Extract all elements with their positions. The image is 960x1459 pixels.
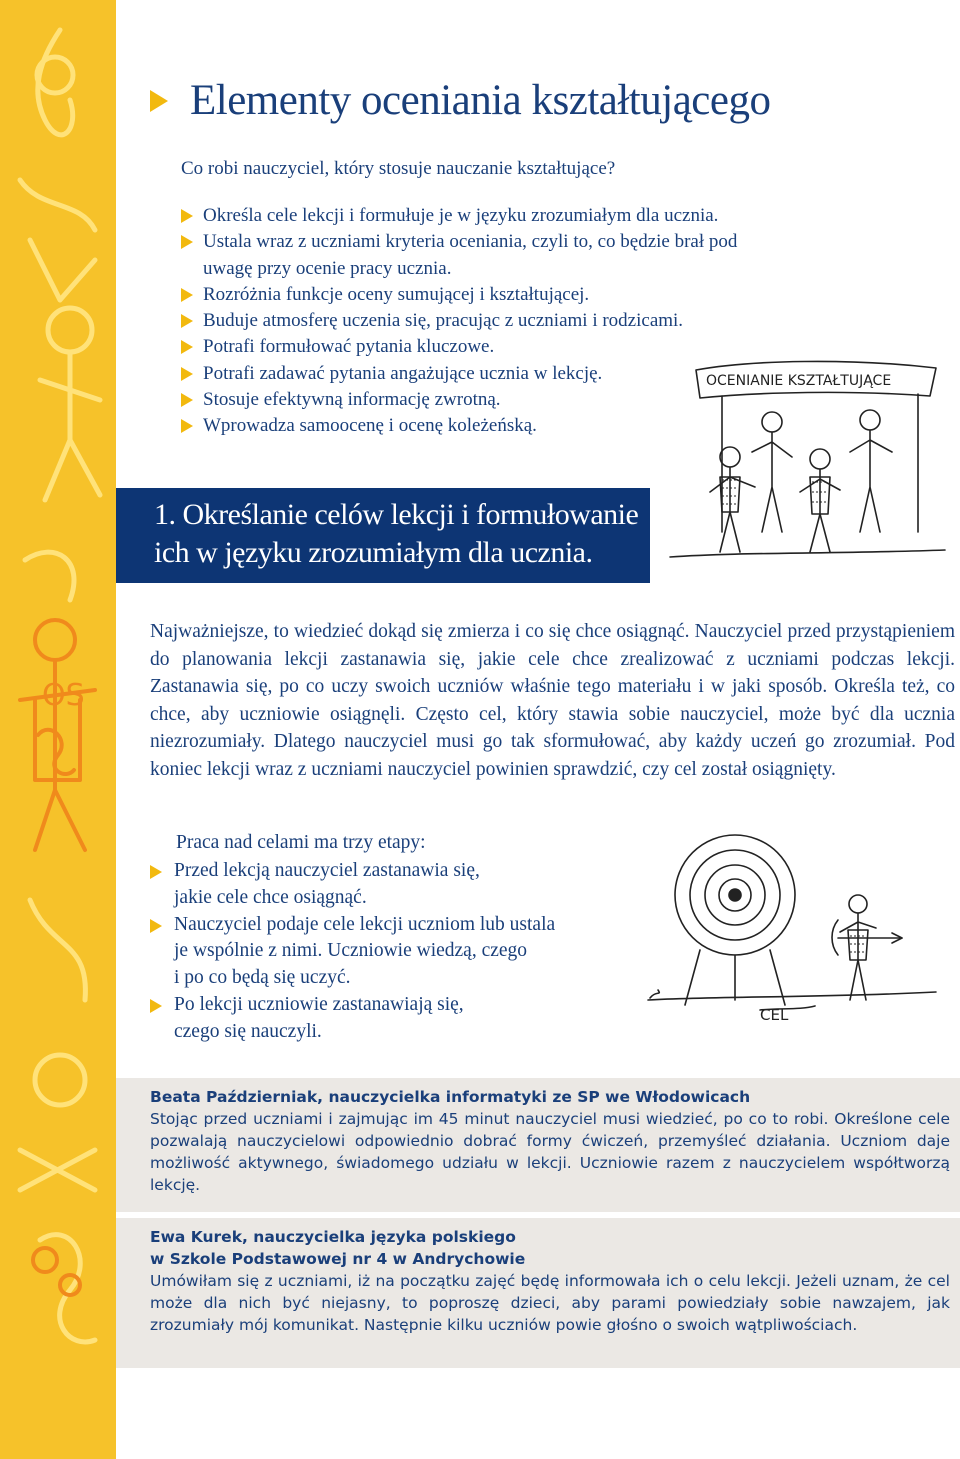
bullet-icon [181,235,193,249]
quote-author: Beata Październiak, nauczycielka informatyki ze SP we Włodowicach [150,1088,751,1106]
list-item: Ustala wraz z uczniami kryteria oceniania, czyli to, co będzie brał pod uwagę przy ocenie pracy ucznia. [181,229,761,282]
list-item: Wprowadza samoocenę i ocenę koleżeńską. [181,413,781,439]
sidebar-doodles [0,0,116,1459]
quote-author-line2: w Szkole Podstawowej nr 4 w Andrychowie [150,1250,526,1268]
title-row [150,76,770,125]
intro-question: Co robi nauczyciel, który stosuje nauczanie kształtujące? [181,158,616,179]
stages-list [150,858,610,1046]
target-label: CEL [760,1006,789,1024]
quote-author: Ewa Kurek, nauczycielka języka polskiego [150,1228,516,1246]
list-item: Potrafi formułować pytania kluczowe. [181,334,781,360]
section-heading [116,488,650,583]
list-item: Określa cele lekcji i formułuje je w języku zrozumiałym dla ucznia. [181,203,781,229]
bullet-icon [181,340,193,354]
quote-box [116,1078,960,1212]
bullet-icon [150,865,162,879]
decorative-sidebar [0,0,116,1459]
section-heading-line1: 1. Określanie celów lekcji i formułowanie [154,498,639,531]
list-item: Nauczyciel podaje cele lekcji uczniom lub ustala je wspólnie z nimi. Uczniowie wiedzą, czego i po co będą się uczyć. [150,912,610,992]
bullet-icon [181,419,193,433]
target-illustration [640,820,940,1035]
bullet-icon [181,209,193,223]
banner-text: OCENIANIE KSZTAŁTUJĄCE [706,373,892,389]
title-bullet-icon [150,90,168,112]
body-paragraph: Najważniejsze, to wiedzieć dokąd się zmierza i co się chce osiągnąć. Nauczyciel przed przystąpieniem do planowania lekcji zastanawia się, jakie cele chce zrealizować z uczniami podczas lekcji. Zastanawia się, po co uczy swoich uczniów właśnie tego materiału i w jaki sposób. Określa też, co chce, aby uczniowie osiągnęli. Często cel, który stawia sobie nauczyciel, może być dla ucznia niezrozumiały. Dlatego nauczyciel musi go tak sformułować, aby każdy uczeń go zrozumiał. Pod koniec lekcji wraz z uczniami nauczyciel powinien sprawdzić, czy cel został osiągnięty. [150,621,955,780]
bullet-icon [181,288,193,302]
bullet-icon [181,314,193,328]
bullet-icon [181,367,193,381]
list-item: Buduje atmosferę uczenia się, pracując z uczniami i rodzicami. [181,308,781,334]
bullet-icon [181,393,193,407]
list-item: Potrafi zadawać pytania angażujące ucznia w lekcję. [181,361,781,387]
list-item: Przed lekcją nauczyciel zastanawia się, jakie cele chce osiągnąć. [150,858,610,912]
stages-heading: Praca nad celami ma trzy etapy: [176,832,426,853]
list-item: Stosuje efektywną informację zwrotną. [181,387,781,413]
list-item: Po lekcji uczniowie zastanawiają się, czego się nauczyli. [150,992,610,1046]
bullet-icon [150,919,162,933]
page-title: Elementy oceniania kształtującego [190,77,771,124]
bullet-icon [150,999,162,1013]
banner-figures-illustration [660,352,950,577]
quote-text: Stojąc przed uczniami i zajmując im 45 minut nauczyciel musi wiedzieć, po co to robi. Określone cele pozwalają nauczycielowi odpowiednio dobrać formy ćwiczeń, przemyśleć działania. Uczniom daje możliwość aktywnego, świadomego udziału w lekcji. Uczniowie razem z nauczycielem współtworzą lekcję. [150,1110,950,1194]
svg-text:OS: OS [42,678,85,713]
quote-text: Umówiłam się z uczniami, iż na początku zajęć będę informowała ich o celu lekcji. Jeżeli uznam, że cel może dla nich być niejasny, to poproszę dzieci, aby parami powiedziały sobie nawzajem, jak zrozumiały mój komunikat. Następnie kilku uczniów powie głośno o swoich wątpliwościach. [150,1272,950,1334]
list-item: Rozróżnia funkcje oceny sumującej i kształtującej. [181,282,781,308]
section-heading-line2: ich w języku zrozumiałym dla ucznia. [154,536,593,569]
quote-box [116,1218,960,1368]
